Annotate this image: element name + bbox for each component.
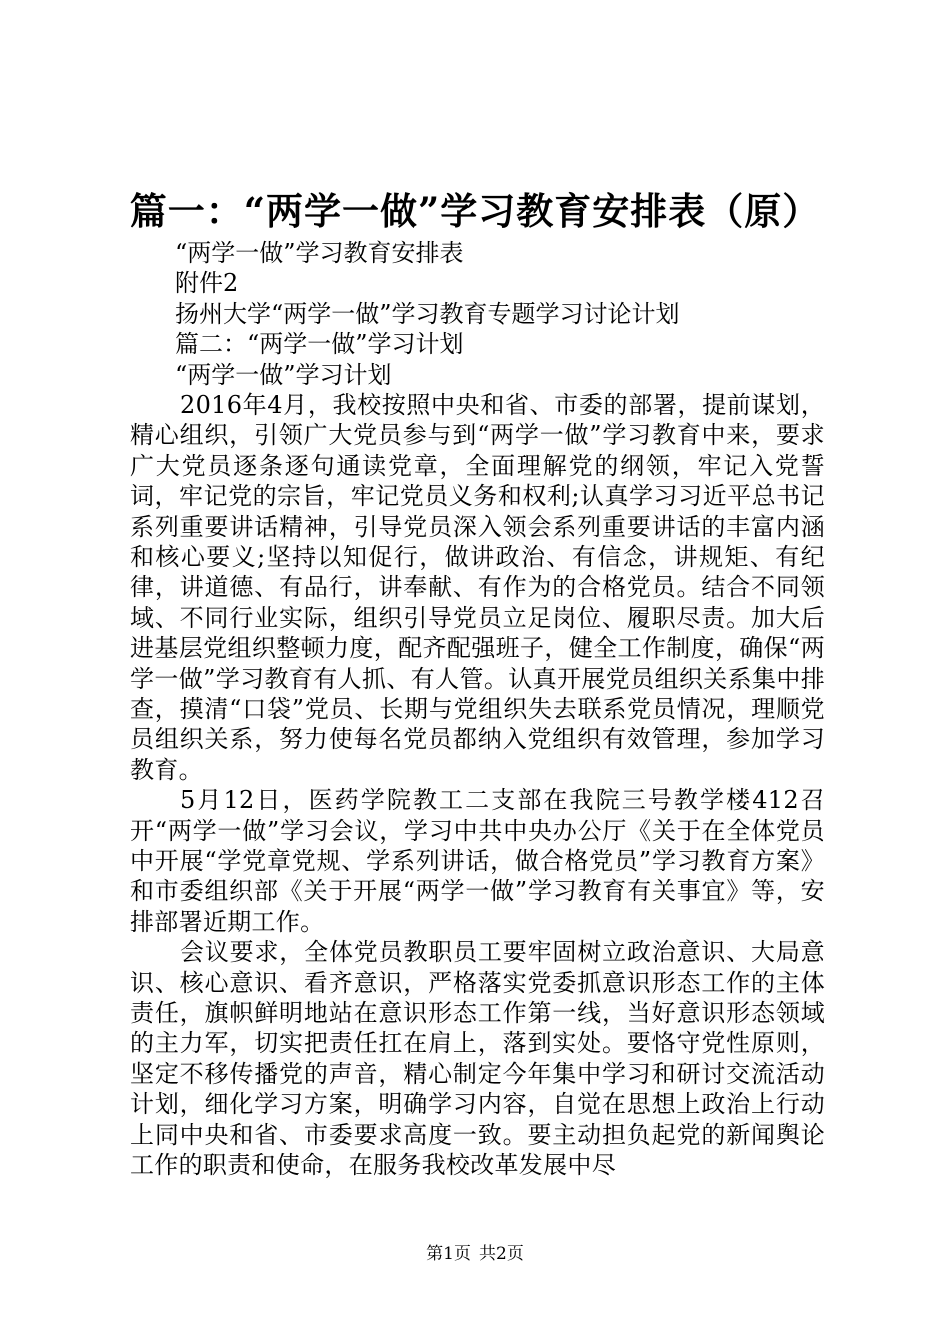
page-footer xyxy=(0,1242,950,1266)
heading-line: 扬州大学“两学一做”学习教育专题学习讨论计划 xyxy=(175,299,680,328)
page-total: 共2页 xyxy=(479,1244,524,1264)
document-body xyxy=(130,238,825,1181)
heading-line: “两学一做”学习计划 xyxy=(175,360,392,389)
heading-line: 附件2 xyxy=(175,269,239,298)
page-number: 第1页 xyxy=(426,1244,471,1264)
heading-line: 篇二：“两学一做”学习计划 xyxy=(175,330,464,359)
paragraph: 2016年4月，我校按照中央和省、市委的部署，提前谋划，精心组织，引领广大党员参与到“两学一做”学习教育中来，要求广大党员逐条逐句通读党章，全面理解党的纲领，牢记入党誓词，牢记党的宗旨，牢记党员义务和权利;认真学习习近平总书记系列重要讲话精神，引导党员深入领会系列重要讲话的丰富内涵和核心要义;坚持以知促行，做讲政治、有信念，讲规矩、有纪律，讲道德、有品行，讲奉献、有作为的合格党员。结合不同领域、不同行业实际，组织引导党员立足岗位、履职尽责。加大后进基层党组织整顿力度，配齐配强班子，健全工作制度，确保“两学一做”学习教育有人抓、有人管。认真开展党员组织关系集中排查，摸清“口袋”党员、长期与党组织失去联系党员情况，理顺党员组织关系，努力使每名党员都纳入党组织有效管理，参加学习教育。 xyxy=(130,390,825,784)
paragraph: 5月12日，医药学院教工二支部在我院三号教学楼412召开“两学一做”学习会议，学习中共中央办公厅《关于在全体党员中开展“学党章党规、学系列讲话，做合格党员”学习教育方案》和市委组织部《关于开展“两学一做”学习教育有关事宜》等，安排部署近期工作。 xyxy=(130,786,825,936)
heading-line: “两学一做”学习教育安排表 xyxy=(175,239,464,267)
document-title: 篇一：“两学一做”学习教育安排表（原） xyxy=(129,189,821,233)
paragraph: 会议要求，全体党员教职员工要牢固树立政治意识、大局意识、核心意识、看齐意识，严格落实党委抓意识形态工作的主体责任，旗帜鲜明地站在意识形态工作第一线，当好意识形态领域的主力军，切实把责任扛在肩上，落到实处。要恪守党性原则，坚定不移传播党的声音，精心制定今年集中学习和研讨交流活动计划，细化学习方案，明确学习内容，自觉在思想上政治上行动上同中央和省、市委要求高度一致。要主动担负起党的新闻舆论工作的职责和使命，在服务我校改革发展中尽 xyxy=(130,938,825,1180)
